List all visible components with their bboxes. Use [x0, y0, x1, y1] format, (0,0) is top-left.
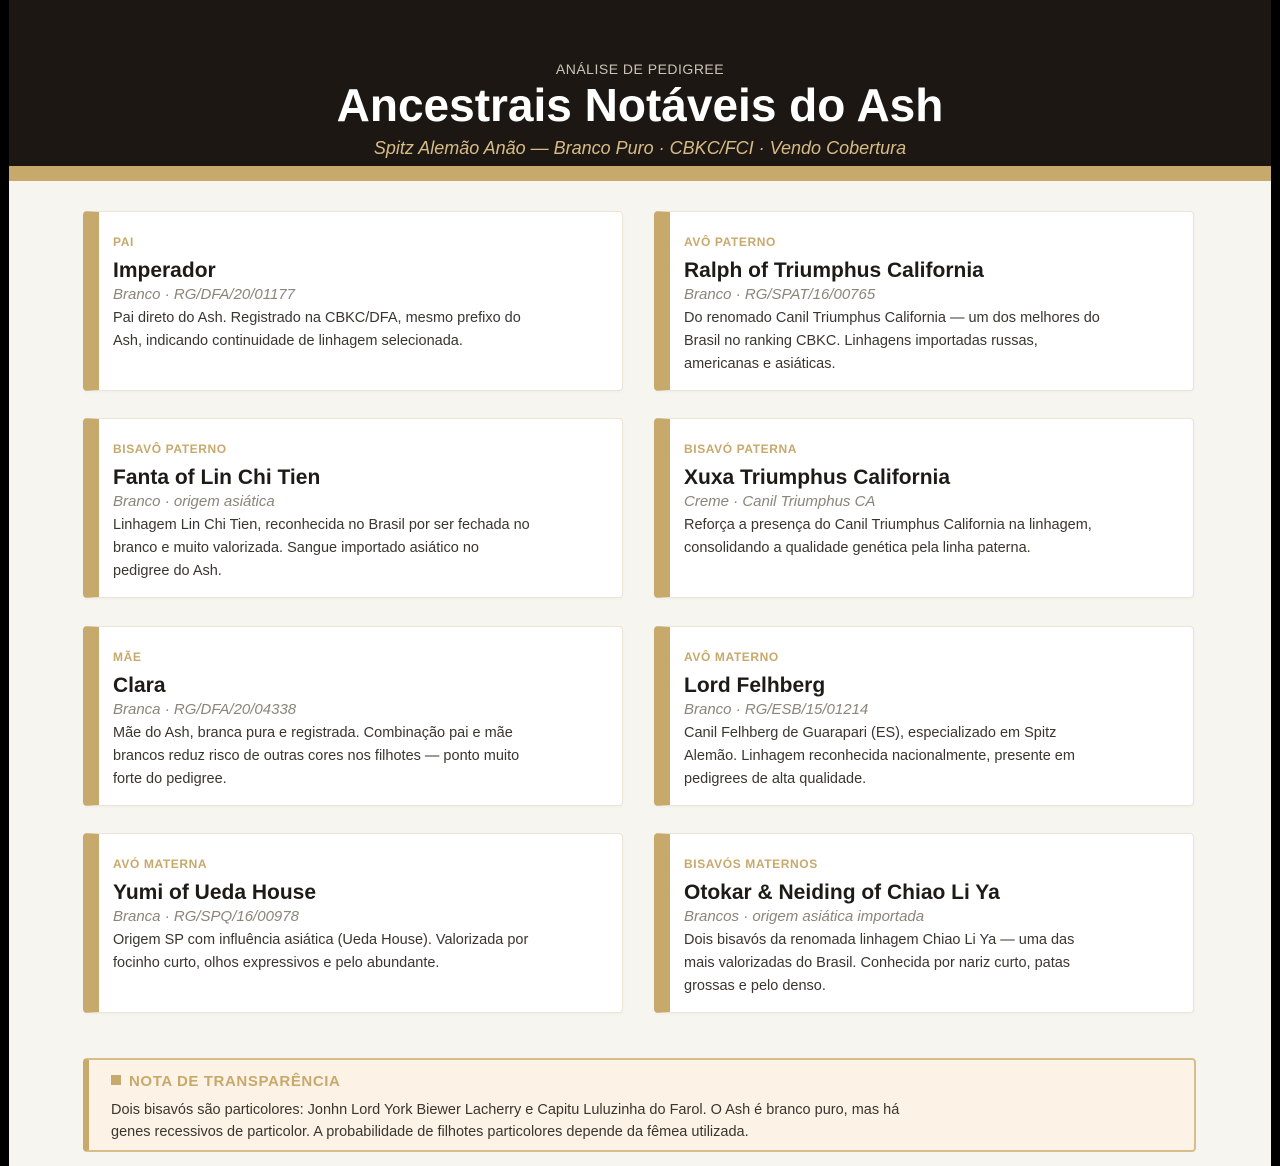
card-label: BISAVÔ PATERNO	[113, 442, 227, 456]
card-name: Lord Felhberg	[684, 674, 826, 697]
transparency-note	[83, 1058, 1196, 1152]
card-description: Mãe do Ash, branca pura e registrada. Combinação pai e mãe brancos reduz risco de outras cores nos filhotes — ponto muito forte do pedigree.	[113, 725, 520, 787]
card-name: Imperador	[113, 259, 216, 282]
ancestor-card-avo-materno	[654, 626, 1194, 806]
ancestor-card-avo-materna	[83, 833, 623, 1013]
card-name: Otokar & Neiding of Chiao Li Ya	[684, 881, 1000, 904]
card-meta: Branco · RG/ESB/15/01214	[684, 701, 869, 718]
card-meta: Brancos · origem asiática importada	[684, 908, 925, 925]
card-name: Clara	[113, 674, 166, 697]
ancestor-card-bisavo-paterna	[654, 418, 1194, 598]
page-subtitle: Spitz Alemão Anão — Branco Puro · CBKC/FCI · Vendo Cobertura	[373, 138, 907, 158]
card-name: Yumi of Ueda House	[113, 881, 317, 904]
card-meta: Branco · RG/SPAT/16/00765	[684, 286, 876, 303]
card-name: Fanta of Lin Chi Tien	[113, 466, 321, 489]
card-meta: Branco · RG/DFA/20/01177	[113, 286, 296, 303]
card-label: MÃE	[113, 650, 142, 664]
card-description: Pai direto do Ash. Registrado na CBKC/DFA, mesmo prefixo do Ash, indicando continuidade de linhagem selecionada.	[113, 310, 521, 349]
card-label: BISAVÓ PATERNA	[684, 442, 798, 456]
note-title: NOTA DE TRANSPARÊNCIA	[129, 1073, 341, 1090]
header-accent-bar	[9, 166, 1271, 181]
note-text: Dois bisavós são particolores: Jonhn Lord York Biewer Lacherry e Capitu Luluzinha do Farol. O Ash é branco puro, mas há genes recessivos de particolor. A probabilidade de filhotes particolores depende da fêmea utilizada.	[111, 1102, 900, 1140]
ancestor-card-bisavo-paterno	[83, 418, 623, 598]
card-description: Do renomado Canil Triumphus California — um dos melhores do Brasil no ranking CBKC. Linhagens importadas russas, americanas e asiáticas.	[684, 310, 1100, 372]
ancestor-card-avo-paterno	[654, 211, 1194, 391]
card-meta: Branca · RG/DFA/20/04338	[113, 701, 297, 718]
page	[9, 0, 1271, 1166]
card-description: Linhagem Lin Chi Tien, reconhecida no Brasil por ser fechada no branco e muito valorizada. Sangue importado asiático no pedigree do Ash.	[113, 517, 530, 579]
card-description: Canil Felhberg de Guarapari (ES), especializado em Spitz Alemão. Linhagem reconhecida nacionalmente, presente em pedigrees de alta qualidade.	[684, 725, 1075, 787]
card-description: Origem SP com influência asiática (Ueda House). Valorizada por focinho curto, olhos expressivos e pelo abundante.	[113, 932, 529, 971]
ancestor-card-pai	[83, 211, 623, 391]
card-description: Reforça a presença do Canil Triumphus California na linhagem, consolidando a qualidade genética pela linha paterna.	[684, 517, 1092, 556]
ancestor-card-bisavos-maternos	[654, 833, 1194, 1013]
card-meta: Branca · RG/SPQ/16/00978	[113, 908, 299, 925]
square-bullet-icon	[111, 1075, 121, 1085]
page-title: Ancestrais Notáveis do Ash	[336, 79, 944, 131]
header-eyebrow: ANÁLISE DE PEDIGREE	[555, 61, 725, 77]
ancestor-card-mae	[83, 626, 623, 806]
card-name: Xuxa Triumphus California	[684, 466, 951, 489]
card-label: AVÓ MATERNA	[113, 857, 208, 871]
card-name: Ralph of Triumphus California	[684, 259, 984, 282]
note-heading	[111, 1073, 341, 1090]
card-label: AVÔ PATERNO	[684, 235, 776, 249]
card-label: AVÔ MATERNO	[684, 650, 779, 664]
card-label: BISAVÓS MATERNOS	[684, 857, 818, 871]
card-description: Dois bisavós da renomada linhagem Chiao Li Ya — uma das mais valorizadas do Brasil. Conhecida por nariz curto, patas grossas e pelo denso.	[684, 932, 1075, 994]
card-label: PAI	[113, 235, 134, 249]
card-meta: Branco · origem asiática	[113, 493, 275, 510]
card-meta: Creme · Canil Triumphus CA	[684, 493, 876, 510]
header	[9, 0, 1271, 166]
